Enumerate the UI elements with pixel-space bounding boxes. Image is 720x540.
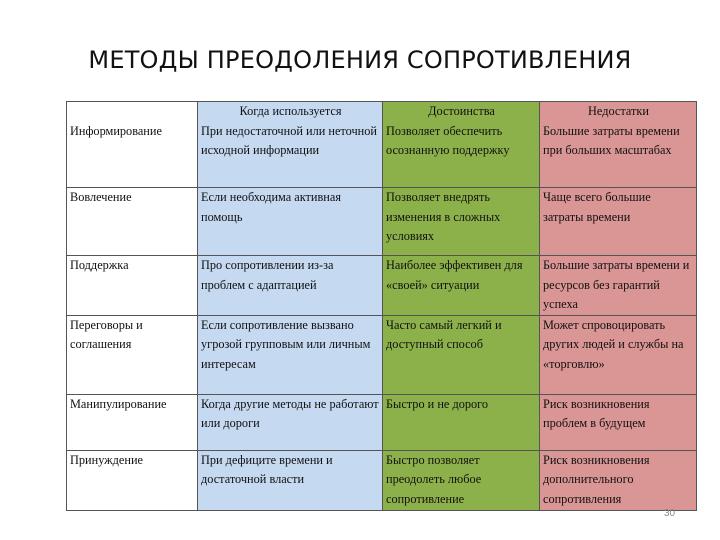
method-cell: Поддержка xyxy=(67,256,198,316)
cons-cell: Большие затраты времени и ресурсов без гарантий успеха xyxy=(540,256,697,316)
header-empty xyxy=(67,102,198,122)
cons-cell: Риск возникновения дополнительного сопротивления xyxy=(540,450,697,510)
pros-cell: Быстро и не дорого xyxy=(383,394,540,450)
pros-cell: Наиболее эффективен для «своей» ситуации xyxy=(383,256,540,316)
pros-cell: Часто самый легкий и доступный способ xyxy=(383,315,540,394)
method-cell: Информирование xyxy=(67,122,198,188)
pros-cell: Позволяет обеспечить осознанную поддержку xyxy=(383,122,540,188)
cons-cell: Большие затраты времени при больших масштабах xyxy=(540,122,697,188)
when-cell: Если сопротивление вызвано угрозой групповым или личным интересам xyxy=(198,315,383,394)
when-cell: Про сопротивлении из-за проблем с адаптацией xyxy=(198,256,383,316)
methods-table xyxy=(66,101,697,511)
pros-cell: Быстро позволяет преодолеть любое сопротивление xyxy=(383,450,540,510)
table-row xyxy=(67,394,697,450)
page-number: 30 xyxy=(664,508,676,519)
header-pros: Достоинства xyxy=(383,102,540,122)
when-cell: При недостаточной или неточной исходной информации xyxy=(198,122,383,188)
method-cell: Переговоры и соглашения xyxy=(67,315,198,394)
method-cell: Вовлечение xyxy=(67,188,198,256)
table-row xyxy=(67,188,697,256)
table-row xyxy=(67,122,697,188)
cons-cell: Может спровоцировать других людей и службы на «торговлю» xyxy=(540,315,697,394)
method-cell: Принуждение xyxy=(67,450,198,510)
header-cons: Недостатки xyxy=(540,102,697,122)
cons-cell: Чаще всего большие затраты времени xyxy=(540,188,697,256)
when-cell: Когда другие методы не работают или дороги xyxy=(198,394,383,450)
slide-title: МЕТОДЫ ПРЕОДОЛЕНИЯ СОПРОТИВЛЕНИЯ xyxy=(88,46,632,74)
table-row xyxy=(67,450,697,510)
when-cell: При дефиците времени и достаточной власти xyxy=(198,450,383,510)
cons-cell: Риск возникновения проблем в будущем xyxy=(540,394,697,450)
method-cell: Манипулирование xyxy=(67,394,198,450)
table-header-row xyxy=(67,102,697,122)
table-row xyxy=(67,315,697,394)
pros-cell: Позволяет внедрять изменения в сложных условиях xyxy=(383,188,540,256)
header-when: Когда используется xyxy=(198,102,383,122)
when-cell: Если необходима активная помощь xyxy=(198,188,383,256)
table-row xyxy=(67,256,697,316)
